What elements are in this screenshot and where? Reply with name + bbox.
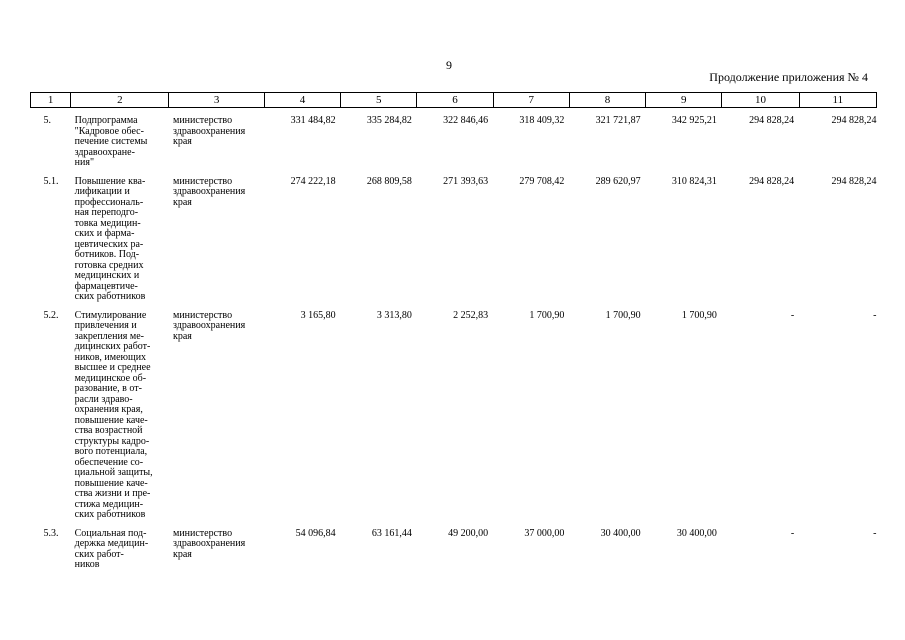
value-cell: 335 284,82 xyxy=(366,115,412,126)
executor-line: края xyxy=(172,136,192,147)
value-cell: 3 313,80 xyxy=(376,309,412,321)
program-name-line: ботников. Под- xyxy=(74,249,140,260)
program-name-line: стижа медицин- xyxy=(74,498,144,510)
program-name xyxy=(71,521,169,579)
table-row xyxy=(31,108,877,169)
header-row xyxy=(31,93,877,108)
value-cell: 30 400,00 xyxy=(676,527,717,539)
program-name-line: ников xyxy=(74,559,100,570)
value-cell: 63 161,44 xyxy=(371,527,412,539)
program-name-line: фармацевтиче- xyxy=(74,280,138,292)
program-name-line: ских и фарма- xyxy=(74,228,135,239)
value-cell: 310 824,31 xyxy=(671,175,717,187)
value-cell: 289 620,97 xyxy=(595,175,641,187)
program-name-line: печение системы xyxy=(74,136,148,147)
table-row xyxy=(31,521,877,579)
executor-line: края xyxy=(172,330,192,342)
value-cell: 1 700,90 xyxy=(681,309,717,321)
program-name-line: медицинских и xyxy=(74,270,140,281)
program-name-line: здравоохране- xyxy=(74,146,135,158)
table-header xyxy=(31,93,877,108)
program-name-line: ских работников xyxy=(74,509,146,520)
program-name-line: "Кадровое обес- xyxy=(74,125,144,137)
program-name-line: вого потенциала, xyxy=(74,446,148,457)
value-cell: 331 484,82 xyxy=(290,115,336,126)
value-cell: 342 925,21 xyxy=(671,115,717,126)
program-name-line: закрепления ме- xyxy=(74,330,145,342)
value-cell: 294 828,24 xyxy=(749,115,795,126)
value-cell: - xyxy=(873,527,877,539)
program-name-line: ная переподго- xyxy=(74,207,139,218)
value-cell: 268 809,58 xyxy=(366,175,412,187)
executor-line: здравоохранения xyxy=(172,125,246,137)
program-name-line: ских работников xyxy=(74,291,146,302)
program-name-line: Подпрограмма xyxy=(74,115,138,126)
header-cell: 6 xyxy=(417,93,493,108)
value-cell: 1 700,90 xyxy=(605,309,641,321)
program-name xyxy=(71,169,169,303)
header-cell: 1 xyxy=(31,93,71,108)
header-cell: 11 xyxy=(799,93,876,108)
executor-line: министерство xyxy=(172,527,233,539)
value-cell: 30 400,00 xyxy=(600,527,641,539)
value-cell: 294 828,24 xyxy=(831,115,877,126)
header-cell: 10 xyxy=(722,93,799,108)
header-cell: 9 xyxy=(646,93,722,108)
value-cell: - xyxy=(873,309,877,321)
value-cell: 322 846,46 xyxy=(443,115,489,126)
program-name-line: лификации и xyxy=(74,186,130,197)
executor xyxy=(169,169,264,303)
value-cell: 49 200,00 xyxy=(448,527,489,539)
executor xyxy=(169,303,264,521)
value-cell: - xyxy=(790,309,795,321)
value-cell: 2 252,83 xyxy=(453,309,489,321)
value-cell: 1 700,90 xyxy=(529,309,565,321)
row-number: 5.3. xyxy=(43,527,59,539)
program-name-line: ния" xyxy=(74,157,95,168)
executor xyxy=(169,108,264,169)
executor-line: министерство xyxy=(172,115,233,126)
program-name-line: дицинских работ- xyxy=(74,341,151,352)
program-name xyxy=(71,108,169,169)
header-cell: 3 xyxy=(169,93,264,108)
executor-line: здравоохранения xyxy=(172,538,246,549)
program-name-line: Повышение ква- xyxy=(74,175,146,187)
value-cell: 3 165,80 xyxy=(300,309,336,321)
value-cell: 37 000,00 xyxy=(524,527,565,539)
row-number: 5. xyxy=(43,115,51,126)
executor-line: здравоохранения xyxy=(172,186,246,197)
executor xyxy=(169,521,264,579)
value-cell: 271 393,63 xyxy=(443,175,489,187)
executor-line: края xyxy=(172,548,192,560)
row-number: 5.2. xyxy=(43,309,59,321)
program-name-line: профессиональ- xyxy=(74,196,144,208)
table-row xyxy=(31,169,877,303)
page-number: 9 xyxy=(446,58,452,72)
header-cell: 2 xyxy=(71,93,169,108)
executor-line: здравоохранения xyxy=(172,320,246,331)
executor-line: министерство xyxy=(172,309,233,321)
value-cell: 54 096,84 xyxy=(295,527,336,539)
program-name-line: повышение каче- xyxy=(74,414,148,426)
program-name-line: ства жизни и пре- xyxy=(74,488,151,499)
program-name-line: ников, имеющих xyxy=(74,351,147,363)
executor-line: края xyxy=(172,196,192,208)
program-name-line: циальной защиты, xyxy=(74,467,153,478)
program-name-line: держка медицин- xyxy=(74,538,149,549)
table-row xyxy=(31,303,877,521)
value-cell: 294 828,24 xyxy=(749,175,795,187)
program-name-line: Стимулирование xyxy=(74,309,147,321)
executor-line: министерство xyxy=(172,175,233,187)
value-cell: 318 409,32 xyxy=(519,115,565,126)
program-name-line: привлечения и xyxy=(74,320,137,331)
appendix-continuation-note: Продолжение приложения № 4 xyxy=(709,70,868,84)
program-name-line: высшее и среднее xyxy=(74,362,151,373)
program-name-line: расли здраво- xyxy=(74,393,133,405)
program-name-line: структуры кадро- xyxy=(74,435,150,447)
value-cell: 274 222,18 xyxy=(290,175,336,187)
budget-table xyxy=(30,92,877,579)
program-name-line: ства возрастной xyxy=(74,425,143,436)
header-cell: 5 xyxy=(341,93,417,108)
program-name-line: обеспечение со- xyxy=(74,456,144,468)
program-name-line: товка медицин- xyxy=(74,217,141,229)
program-name-line: ских работ- xyxy=(74,548,124,560)
program-name-line: медицинское об- xyxy=(74,372,147,384)
program-name-line: разование, в от- xyxy=(74,383,142,394)
value-cell: 279 708,42 xyxy=(519,175,565,187)
row-number: 5.1. xyxy=(43,175,59,187)
header-cell: 8 xyxy=(569,93,645,108)
program-name-line: Социальная под- xyxy=(74,527,147,539)
program-name-line: готовка средних xyxy=(74,259,144,271)
value-cell: 321 721,87 xyxy=(595,115,641,126)
header-cell: 7 xyxy=(493,93,569,108)
value-cell: - xyxy=(790,527,795,539)
value-cell: 294 828,24 xyxy=(831,175,877,187)
program-name-line: охранения края, xyxy=(74,404,143,415)
program-name xyxy=(71,303,169,521)
header-cell: 4 xyxy=(264,93,340,108)
program-name-line: повышение каче- xyxy=(74,477,148,489)
program-name-line: цевтических ра- xyxy=(74,238,144,250)
